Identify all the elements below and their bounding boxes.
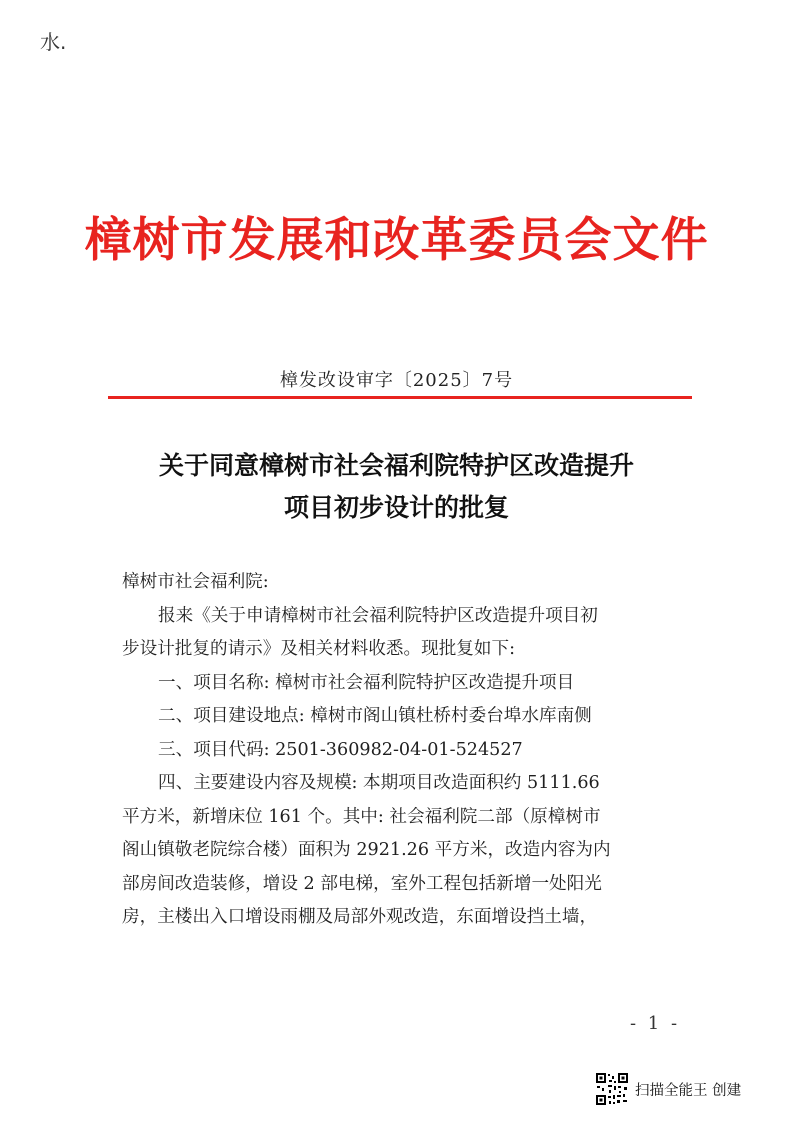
item-construction-scope: 四、主要建设内容及规模: 本期项目改造面积约 5111.66 [158,773,600,793]
document-title [0,445,793,529]
salutation: 樟树市社会福利院: [122,572,269,592]
handwritten-corner-mark: 水. [40,30,67,54]
document-title-line-1: 关于同意樟树市社会福利院特护区改造提升 [158,451,634,480]
qr-code-icon [595,1072,629,1106]
document-body [122,566,682,935]
body-line: 平方米，新增床位 161 个。其中: 社会福利院二部（原樟树市 [122,806,601,827]
watermark-text: 扫描全能王 创建 [635,1082,742,1099]
body-line: 部房间改造装修，增设 2 部电梯，室外工程包括新增一处阳光 [122,873,602,894]
item-project-code: 三、项目代码: 2501-360982-04-01-524527 [158,739,523,760]
document-title-line-2: 项目初步设计的批复 [283,493,509,522]
document-number: 樟发改设审字〔2025〕7号 [279,370,514,391]
body-line: 房，主楼出入口增设雨棚及局部外观改造，东面增设挡土墙， [122,907,598,927]
item-project-location: 二、项目建设地点: 樟树市阁山镇杜桥村委台埠水库南侧 [158,706,592,726]
item-project-name: 一、项目名称: 樟树市社会福利院特护区改造提升项目 [158,672,575,693]
body-line: 报来《关于申请樟树市社会福利院特护区改造提升项目初 [158,605,598,626]
red-divider-line [108,396,692,399]
body-line: 阁山镇敬老院综合楼）面积为 2921.26 平方米，改造内容为内 [122,840,611,860]
scanner-watermark [595,1072,741,1106]
document-header-title: 樟树市发展和改革委员会文件 [84,213,709,268]
page-number: - 1 - [630,1013,681,1034]
body-line: 步设计批复的请示》及相关材料收悉。现批复如下: [122,639,515,659]
